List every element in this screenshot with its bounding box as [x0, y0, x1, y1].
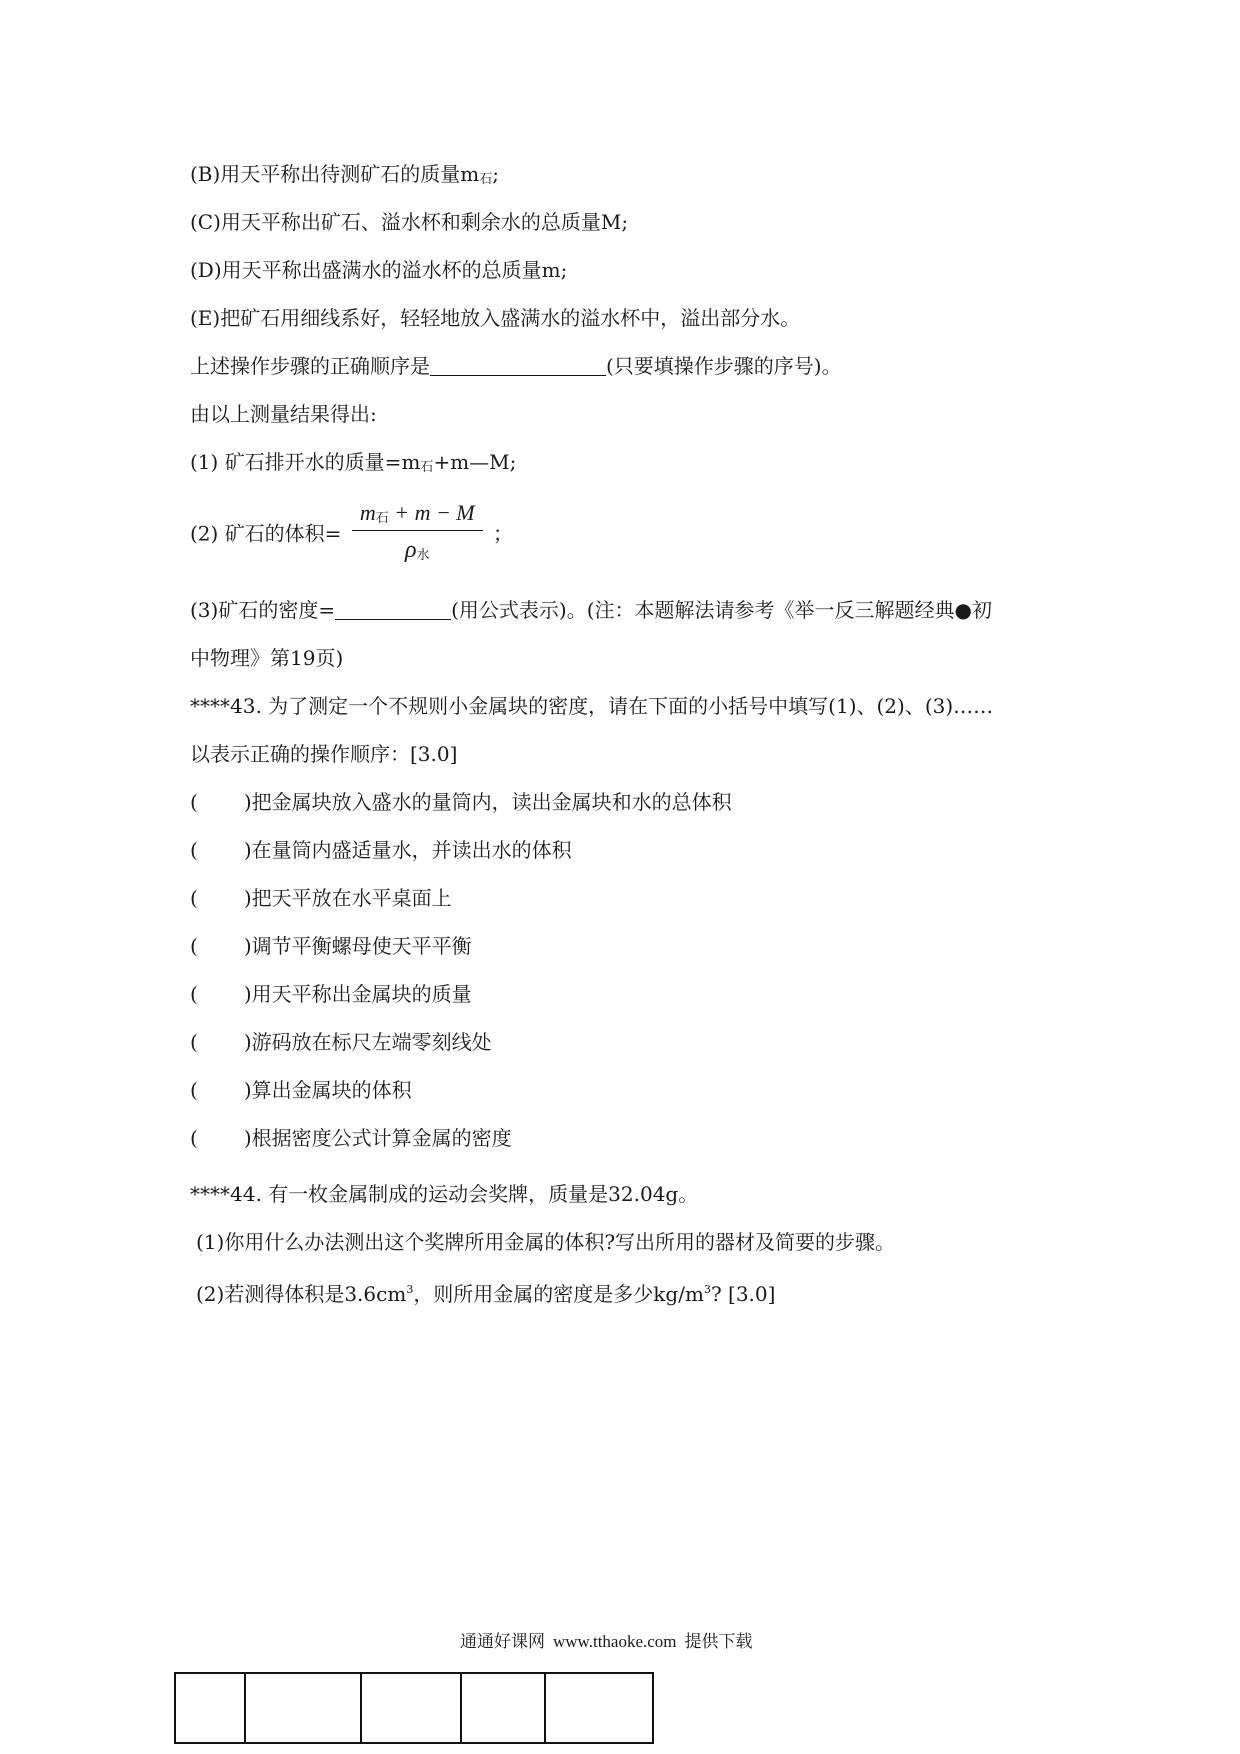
step-text: 算出金属块的体积: [251, 1078, 412, 1102]
result-3-cont: 中物理》第19页): [190, 646, 344, 670]
answer-box[interactable]: [545, 1673, 653, 1743]
q44-line-1: ****44. 有一枚金属制成的运动会奖牌，质量是32.04g。: [190, 1182, 699, 1206]
order-question: 上述操作步骤的正确顺序是 (只要填操作步骤的序号)。: [190, 354, 842, 378]
footer-url[interactable]: www.tthaoke.com: [553, 1632, 677, 1651]
formula-denominator: ρ水: [404, 537, 430, 563]
close-paren: ): [243, 886, 252, 910]
step-d: (D)用天平称出盛满水的溢水杯的总质量m;: [190, 258, 568, 282]
footer: 通通好课网 www.tthaoke.com 提供下载: [460, 1632, 753, 1652]
open-paren: (: [190, 934, 198, 958]
close-paren: ): [243, 982, 252, 1006]
step-text: 调节平衡螺母使天平平衡: [251, 934, 472, 958]
q43-line-2: 以表示正确的操作顺序：[3.0]: [190, 742, 458, 766]
step-text: 游码放在标尺左端零刻线处: [251, 1030, 492, 1054]
result-1: (1) 矿石排开水的质量=m石+m—M;: [190, 450, 517, 475]
answer-box[interactable]: [245, 1673, 361, 1743]
open-paren: (: [190, 982, 198, 1006]
q43-step-row: [190, 884, 452, 912]
q43-step-row: [190, 836, 572, 864]
answer-box[interactable]: [175, 1673, 245, 1743]
step-text: 在量筒内盛适量水，并读出水的体积: [251, 838, 572, 862]
close-paren: ): [243, 1126, 252, 1150]
result-2: (2) 矿石的体积= $\frac{\text{m石 + m − M}}{\text{ρ水}}$ ；: [190, 500, 513, 563]
open-paren: (: [190, 1078, 198, 1102]
step-b: (B)用天平称出待测矿石的质量m石;: [190, 162, 500, 187]
step-text: 根据密度公式计算金属的密度: [251, 1126, 512, 1150]
open-paren: (: [190, 838, 198, 862]
derive-intro: 由以上测量结果得出:: [190, 402, 377, 426]
volume-formula: [352, 500, 483, 564]
open-paren: (: [190, 790, 198, 814]
step-text: 把天平放在水平桌面上: [251, 886, 452, 910]
step-text: 用天平称出金属块的质量: [251, 982, 472, 1006]
step-c: (C)用天平称出矿石、溢水杯和剩余水的总质量M;: [190, 210, 629, 234]
q43-step-row: [190, 1124, 512, 1152]
close-paren: ): [243, 1030, 252, 1054]
step-text: 把金属块放入盛水的量筒内，读出金属块和水的总体积: [251, 790, 732, 814]
answer-box-table: [174, 1672, 654, 1744]
q43-step-row: [190, 788, 732, 816]
q44-sub-2: (2)若测得体积是$3.6cm^3$，则所用金属的密度是多少$kg/m^3$? [3.0]: [196, 1282, 776, 1306]
close-paren: ): [243, 790, 252, 814]
close-paren: ): [243, 838, 252, 862]
q43-step-row: [190, 932, 472, 960]
close-paren: ): [243, 1078, 252, 1102]
step-e: (E)把矿石用细线系好，轻轻地放入盛满水的溢水杯中，溢出部分水。: [190, 306, 801, 330]
close-paren: ): [243, 934, 252, 958]
q43-step-row: [190, 1028, 492, 1056]
open-paren: (: [190, 1126, 198, 1150]
q43-step-row: [190, 980, 472, 1008]
answer-box[interactable]: [361, 1673, 461, 1743]
q44-sub-1: (1)你用什么办法测出这个奖牌所用金属的体积?写出所用的器材及简要的步骤。: [196, 1230, 896, 1254]
q43-step-row: [190, 1076, 412, 1104]
order-answer-blank[interactable]: [430, 355, 606, 376]
density-answer-blank[interactable]: [335, 599, 451, 620]
formula-numerator: m石 + m − M: [352, 500, 483, 531]
open-paren: (: [190, 1030, 198, 1054]
result-3: (3)矿石的密度= (用公式表示)。(注：本题解法请参考《举一反三解题经典●初: [190, 598, 992, 622]
q43-line-1: ****43. 为了测定一个不规则小金属块的密度，请在下面的小括号中填写(1)、(2)、(3)……: [190, 694, 994, 718]
answer-box[interactable]: [461, 1673, 545, 1743]
open-paren: (: [190, 886, 198, 910]
